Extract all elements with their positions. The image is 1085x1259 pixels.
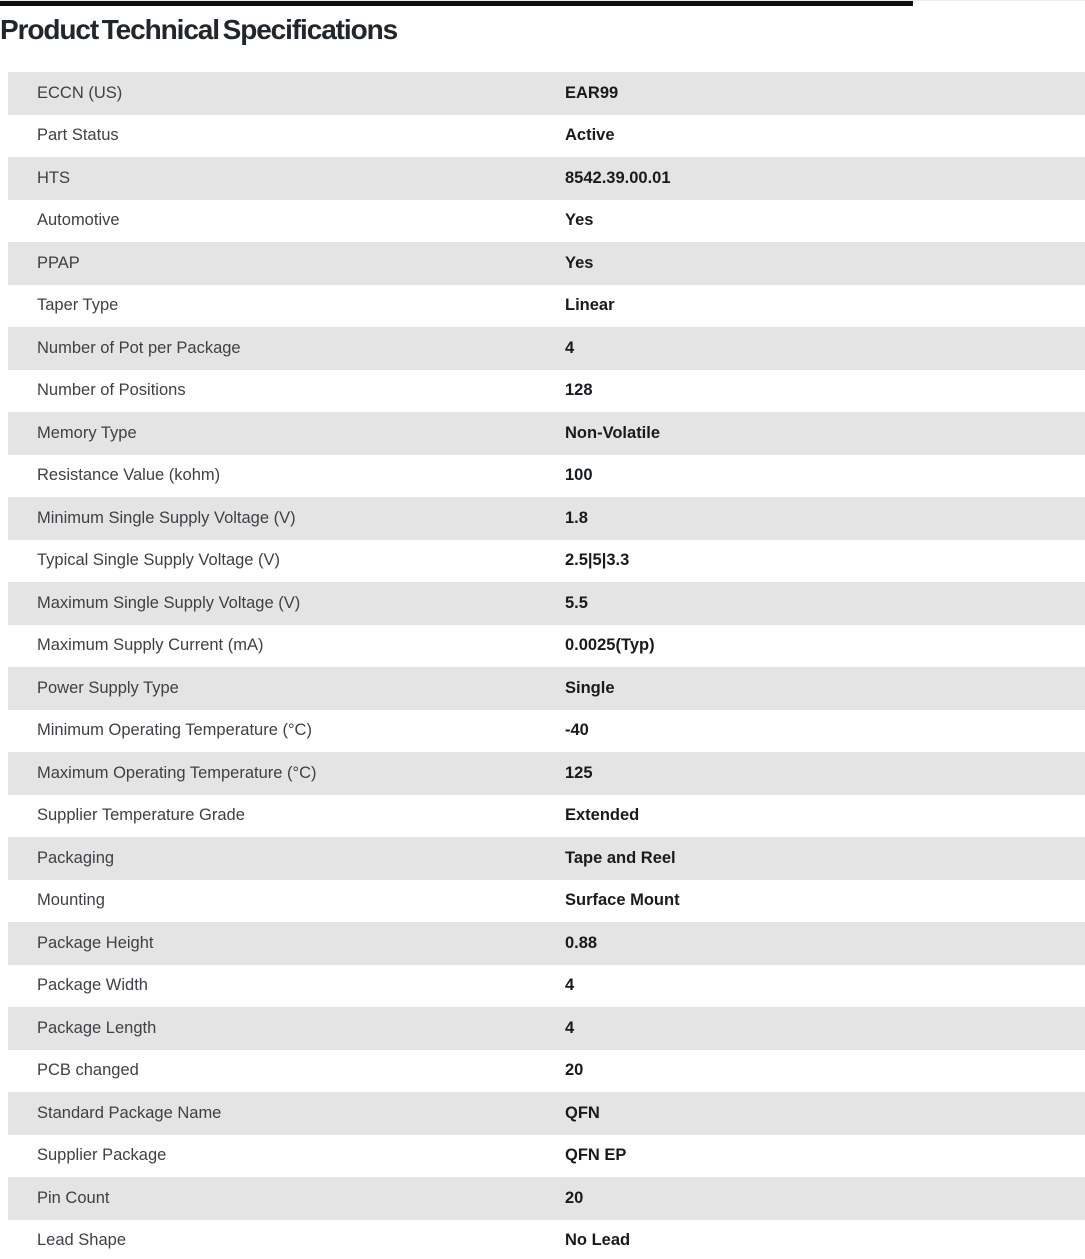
spec-row <box>8 1177 1085 1220</box>
spec-label: Maximum Operating Temperature (°C) <box>37 763 317 782</box>
spec-label: Typical Single Supply Voltage (V) <box>37 551 281 570</box>
spec-label: Package Height <box>37 933 154 952</box>
spec-value: Extended <box>565 806 640 825</box>
spec-row <box>8 200 1085 243</box>
spec-row <box>8 540 1085 583</box>
spec-label: Maximum Supply Current (mA) <box>37 636 264 655</box>
spec-label: Number of Pot per Package <box>37 338 241 357</box>
spec-label: Pin Count <box>37 1188 110 1207</box>
spec-label: PPAP <box>37 253 80 272</box>
spec-label: Packaging <box>37 848 115 867</box>
spec-row <box>8 1220 1085 1259</box>
spec-row <box>8 412 1085 455</box>
spec-label: Minimum Operating Temperature (°C) <box>37 721 312 740</box>
spec-label: Package Length <box>37 1018 157 1037</box>
spec-label: Memory Type <box>37 423 137 442</box>
spec-value: EAR99 <box>565 83 619 102</box>
spec-label: Supplier Temperature Grade <box>37 806 245 825</box>
spec-value: 20 <box>565 1188 584 1207</box>
section-top-rule <box>0 1 913 6</box>
spec-row <box>8 582 1085 625</box>
spec-label: Supplier Package <box>37 1146 167 1165</box>
spec-row <box>8 1007 1085 1050</box>
spec-row <box>8 370 1085 413</box>
spec-value: 8542.39.00.01 <box>565 168 671 187</box>
spec-value: Yes <box>565 211 594 230</box>
spec-value: 128 <box>565 381 593 400</box>
spec-value: 100 <box>565 466 593 485</box>
spec-row <box>8 1092 1085 1135</box>
spec-row <box>8 752 1085 795</box>
spec-value: Non-Volatile <box>565 423 661 442</box>
page-title: Product Technical Specifications <box>0 14 398 45</box>
spec-label: PCB changed <box>37 1061 139 1080</box>
spec-label: Resistance Value (kohm) <box>37 466 221 485</box>
spec-label: Number of Positions <box>37 381 186 400</box>
spec-value: 5.5 <box>565 593 588 612</box>
spec-value: -40 <box>565 721 589 740</box>
spec-row <box>8 327 1085 370</box>
spec-row <box>8 880 1085 923</box>
spec-value: Tape and Reel <box>565 848 676 867</box>
spec-label: Taper Type <box>37 296 119 315</box>
spec-label: Power Supply Type <box>37 678 179 697</box>
spec-row <box>8 795 1085 838</box>
spec-value: 4 <box>565 976 575 995</box>
spec-row <box>8 455 1085 498</box>
spec-value: 4 <box>565 1018 575 1037</box>
spec-value: 2.5|5|3.3 <box>565 551 630 570</box>
spec-value: Single <box>565 678 615 697</box>
spec-row <box>8 242 1085 285</box>
spec-label: Maximum Single Supply Voltage (V) <box>37 593 301 612</box>
section-header <box>0 1 1085 72</box>
spec-value: 0.0025(Typ) <box>565 636 655 655</box>
spec-label: Mounting <box>37 891 105 910</box>
spec-row <box>8 710 1085 753</box>
spec-value: Linear <box>565 296 615 315</box>
spec-label: Part Status <box>37 126 119 145</box>
spec-value: 1.8 <box>565 508 588 527</box>
spec-row <box>8 157 1085 200</box>
spec-table-body <box>0 72 1085 1259</box>
spec-label: ECCN (US) <box>37 83 123 102</box>
spec-value: 4 <box>565 338 575 357</box>
spec-value: 125 <box>565 763 593 782</box>
spec-row <box>8 115 1085 158</box>
spec-row <box>8 965 1085 1008</box>
spec-value: QFN EP <box>565 1146 627 1165</box>
spec-row <box>8 625 1085 668</box>
spec-label: Minimum Single Supply Voltage (V) <box>37 508 296 527</box>
spec-value: No Lead <box>565 1231 631 1250</box>
spec-value: 0.88 <box>565 933 598 952</box>
spec-label: HTS <box>37 168 70 187</box>
spec-row <box>8 1135 1085 1178</box>
spec-row <box>8 285 1085 328</box>
spec-value: Surface Mount <box>565 891 680 910</box>
spec-row <box>8 1050 1085 1093</box>
spec-value: Active <box>565 126 615 145</box>
spec-label: Lead Shape <box>37 1231 127 1250</box>
spec-label: Standard Package Name <box>37 1103 222 1122</box>
spec-value: QFN <box>565 1103 600 1122</box>
spec-label: Package Width <box>37 976 148 995</box>
spec-value: 20 <box>565 1061 584 1080</box>
spec-row <box>8 837 1085 880</box>
spec-row <box>8 497 1085 540</box>
spec-row <box>8 667 1085 710</box>
spec-row <box>8 922 1085 965</box>
spec-value: Yes <box>565 253 594 272</box>
spec-label: Automotive <box>37 211 120 230</box>
spec-row <box>8 72 1085 115</box>
